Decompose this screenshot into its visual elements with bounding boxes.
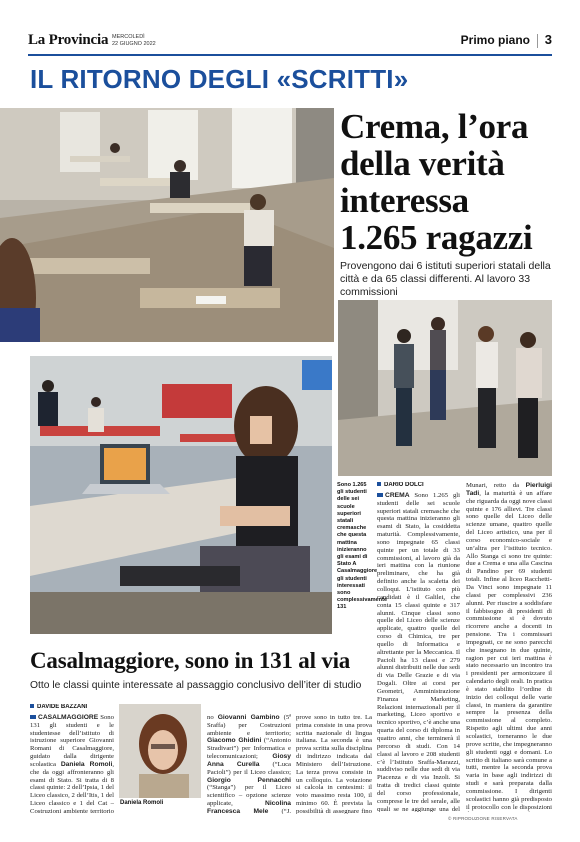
main-story-column-1 (377, 482, 460, 812)
girl-laptop-photo (30, 356, 332, 634)
dateline-marker-icon (30, 715, 36, 719)
second-story-column-2: no Giovanni Gambino (5ª Sraffa) per Costruzioni ambiente e territorio; Giacomo Ghidini (“Antonio Stradivari”) per Informatica e telecomunicazioni; Giosy Anna Curella (“Luca Pacioli”) per il Liceo classico; Giorgio Pennacchi (“Stanga”) per il Liceo scientifico – opzione scienze applicate, Nicolina Francesca Mele (“J. (207, 713, 291, 814)
second-headline: Casalmaggiore, sono in 131 al via (30, 648, 351, 673)
munari-principal-name: Pierluigi Tadi (466, 482, 552, 497)
second-deck: Otto le classi quinte interessate al passaggio conclusivo dell’iter di studio (30, 680, 362, 691)
byline-marker-icon (30, 704, 34, 708)
page-header (28, 32, 552, 54)
main-body-text-2: , la maturità è un affare che riguarda da oggi nove classi quinte e 176 allievi. Tre classi sono quelle del Liceo delle scienze umane, quattro quelle del Liceo artistico, una per il corso economico-sociale e un’altra per l’istituto tecnico. Allo Stanga ci sono tre quinte: due a Crema e una alla Cascina di Pandino per 69 studenti totali. Infine al liceo Racchetti-Da Vinci sono impegnate 11 classi per complessivi 236 alunni. Per riuscire a soddisfare il fabbisogno di presidenti di commissione si è dovuto ricorrere anche a docenti in pensione. Tra i commissari impegnati, ce ne sono parecchi che insegnano in due quinte, ragion per cui ieri mattina è stato necessario un incontro tra i presidenti per armonizzare il calendario degli orali. In pratica è stato stabilito l’ordine di inizio dei colloqui delle varie classi, in maniera da garantire sempre la presenza della commissione al completo. Rispetto agli ultimi due anni scolastici, torneranno le due prove scritte, che impegneranno gli studenti oggi e domani. Lo scritto di italiano sarà comune a tutti, mentre la seconda prova varia in base agli indirizzi di studi e sarà preparata dalla commissione. I dirigenti scolastici hanno già predisposto il protocollo con le disposizioni (466, 489, 552, 811)
main-body-text-1: Sono 1.265 gli studenti delle sei scuole superiori statali cremasche che questa mattina inizieranno gli esami di Stato, la cosiddetta maturità. Complessivamente, sono impegnate 65 classi quinte per un totale di 33 commissioni, al lavoro già da ieri mattina con la riunione preliminare, che ha già definito anche la scaletta dei colloqui. L’istituto con più candidati è il Galilei, che conta 15 classi quinte e 317 alunni. Cinque classi sono quelle del Liceo delle scienze applicate, quattro quelle del corso di Chimica, tre per quello di Informatica e altrettante per la Meccanica. Il Pacioli ha 13 classi e 279 alunni distribuiti nelle due sedi di via Delle Grazie e di via Dogali. Oltre ai corsi per Geometri, Amministrazione Finanza e Marketing, Relazioni internazionali per il marketing, Liceo sportivo e tecnico sportivo, c’è anche una quarta del corso di diploma in quattro anni, che terminerà il percorso di studi. Con 14 classi al lavoro e 208 studenti c’è l’Istituto Sraffa-Marazzi, suddiviso nelle due sedi di via Piacenza e di via Inzoli. Si tratta di tredici classi quinte del corso professionale, comprese le tre del serale, alle quali se ne aggiunge una del (377, 491, 460, 812)
copyright-notice: © RIPRODUZIONE RISERVATA (448, 816, 518, 821)
students-corridor-photo (338, 300, 552, 476)
main-byline: DARIO DOLCI (377, 482, 460, 490)
header-separator (537, 34, 538, 48)
newspaper-name: La Provincia (28, 32, 109, 48)
page-number: 3 (544, 32, 552, 47)
second-story-column-1: DAVIDE BAZZANI CASALMAGGIORE Sono 131 gli studenti e le studentesse dell’istituto di istruzione superiore Giovanni Romani di Casalmaggiore, guidato dalla dirigente scolastica Daniela Romoli, che da oggi affronteranno gli esami di Stato. Si tratta di 8 classi quinte: 2 dell’Ipsia, 1 del Liceo classico, 2 dell’Itis, 1 del Liceo classico e 1 del Cat – Costruzioni ambiente territorio (30, 704, 114, 814)
byline-marker-icon (377, 482, 381, 486)
section-name: Primo piano (460, 33, 530, 47)
main-story-column-2: Munari, retto da Pierluigi Tadi, la maturità è un affare che riguarda da oggi nove classi quinte e 176 allievi. Tre classi sono quelle del Liceo delle scienze umane, quattro quelle del Liceo artistico, una per il corso economico-sociale e un’altra per l’istituto tecnico. Allo Stanga ci sono tre quinte: due a Crema e una alla Cascina di Pandino per 69 studenti totali. Infine al liceo Racchetti-Da Vinci sono impegnate 11 classi per complessivi 236 alunni. Per riuscire a soddisfare il fabbisogno di presidenti di commissione si è dovuto ricorrere anche a docenti in pensione. Tra i commissari impegnati, ce ne sono parecchi che insegnano in due quinte, ragion per cui ieri mattina è stato necessario un incontro tra i presidenti per armonizzare il calendario degli orali. In pratica è stato stabilito l’ordine di inizio dei colloqui delle varie classi, in maniera da garantire sempre la presenza della commissione al completo. Rispetto agli ultimi due anni scolastici, torneranno le due prove scritte, che impegneranno gli studenti oggi e domani. Lo scritto di italiano sarà comune a tutti, mentre la seconda prova varia in base agli indirizzi di studi e sarà preparata dalla commissione. I dirigenti scolastici hanno già predisposto il protocollo con le disposizioni (466, 482, 552, 812)
header-rule (28, 54, 552, 56)
issue-date: MERCOLEDÌ 22 GIUGNO 2022 (112, 34, 156, 47)
dateline-marker-icon (377, 493, 383, 497)
second-story-column-3: prove sono in tutto tre. La prima consiste in una prova scritta nazionale di lingua italiana. La seconda è una prova scritta sulla disciplina di indirizzo indicata dal Ministero dell’Istruzione. La terza prova consiste in un colloquio. La votazione si calcola in centesimi: il voto massimo resta 100, il minimo 60. È prevista la possibilità di assegnare fino (296, 713, 372, 814)
main-dateline: CREMA (385, 491, 410, 499)
main-headline: Crema, l’ora della verità interessa 1.265 ragazzi (340, 107, 533, 257)
classroom-photo-main (0, 108, 334, 342)
second-dateline: CASALMAGGIORE (38, 713, 99, 721)
portrait-caption: Daniela Romoli (120, 800, 164, 806)
portrait-photo (119, 704, 201, 798)
second-byline: DAVIDE BAZZANI (30, 704, 114, 712)
main-deck: Provengono dai 6 istituti superiori statali della città e da 65 classi differenti. Al lavoro 33 commissioni (340, 260, 551, 298)
main-photo-caption: Sono 1.265 gli studenti delle sei scuole superiori statali cremasche che questa mattina inizieranno gli esami di Stato A Casalmaggiore gli studenti interessati sono complessivamente 131 (337, 482, 388, 611)
page-kicker: IL RITORNO DEGLI «SCRITTI» (30, 64, 409, 94)
